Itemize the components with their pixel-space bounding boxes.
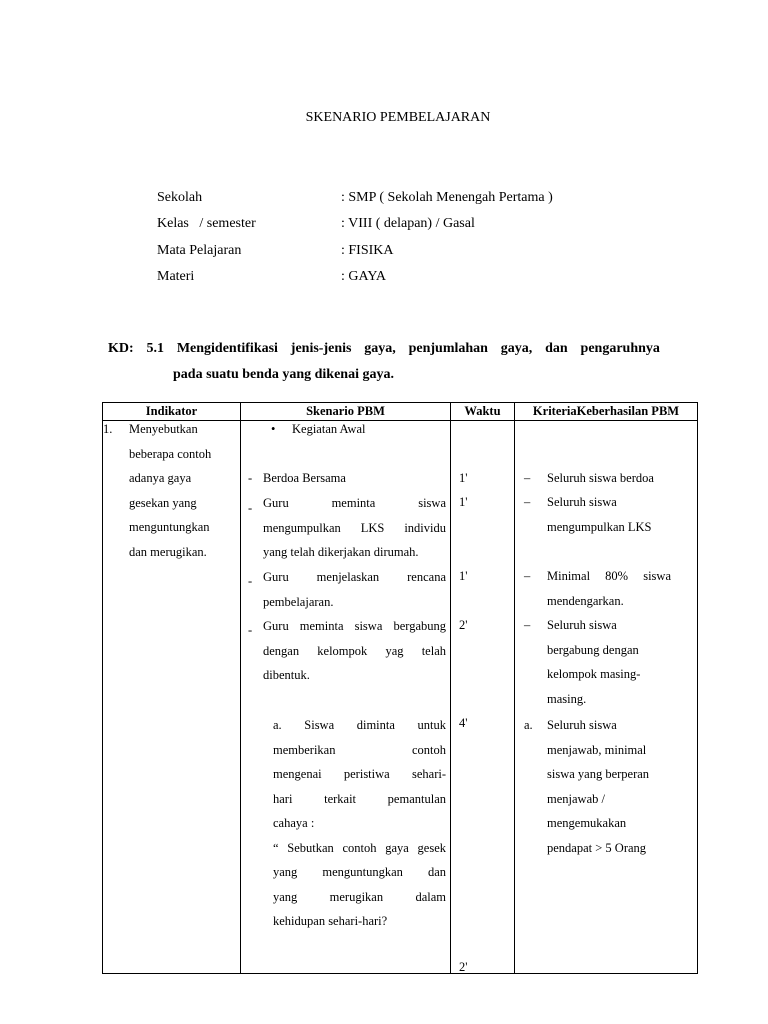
skenario-line: mengenai peristiwa sehari- [273, 767, 446, 781]
indikator-line: gesekan yang [129, 495, 197, 510]
skenario-line: Guru menjelaskan rencana [263, 570, 446, 584]
kriteria-line: Seluruh siswa [547, 718, 617, 732]
skenario-line: dibentuk. [263, 668, 310, 682]
kd-word: gaya, [364, 341, 396, 356]
kriteria-line: Seluruh siswa [547, 618, 617, 632]
skenario-line: pembelajaran. [263, 594, 334, 609]
indikator-text [129, 417, 237, 564]
skenario-line: yang telah dikerjakan dirumah. [263, 545, 419, 559]
skenario-kumpul-lks [263, 491, 446, 565]
kriteria-line: kelompok masing- [547, 667, 641, 681]
indikator-line: beberapa contoh [129, 446, 212, 461]
skenario-rencana [263, 565, 446, 614]
kriteria-line: menjawab, minimal [547, 742, 647, 757]
scenario-table [102, 402, 698, 974]
kd-word: gaya, [500, 341, 533, 356]
info-label: Mata Pelajaran [157, 243, 242, 258]
header-waktu: Waktu [464, 404, 501, 418]
kd-word: jenis-jenis [290, 341, 352, 356]
header-kriteria: KriteriaKeberhasilan PBM [532, 404, 680, 418]
kriteria-line: mengumpulkan LKS [547, 519, 652, 534]
column-divider [514, 403, 515, 973]
indikator-line: menguntungkan [129, 520, 210, 534]
dash-marker: - [248, 574, 253, 588]
kriteria-line: bergabung dengan [547, 642, 639, 657]
dash-marker: – [524, 471, 531, 485]
bullet-icon: • [271, 422, 276, 436]
skenario-line: a. Siswa diminta untuk [273, 718, 446, 732]
kriteria-line: masing. [547, 691, 587, 706]
dash-marker: – [524, 618, 531, 632]
kriteria-label-a: a. [524, 718, 533, 732]
skenario-line: yang menguntungkan dan [273, 865, 446, 879]
kriteria-line: pendapat > 5 Orang [547, 840, 647, 855]
skenario-line: hari terkait pemantulan [273, 791, 446, 806]
skenario-kelompok [263, 614, 446, 688]
kegiatan-awal: Kegiatan Awal [292, 422, 366, 436]
skenario-line: Guru meminta siswa bergabung [263, 619, 446, 633]
info-value: : FISIKA [341, 243, 394, 258]
kriteria-line: siswa yang berperan [547, 767, 650, 781]
kd-word: 5.1 [146, 341, 164, 356]
indikator-number: 1. [103, 422, 113, 436]
waktu-value: 2' [459, 960, 468, 974]
kriteria-lks [547, 490, 695, 539]
waktu-value: 1' [459, 471, 468, 485]
header-indikator: Indikator [145, 404, 198, 418]
dash-marker: - [248, 501, 253, 515]
dash-marker: – [524, 569, 531, 583]
info-label: Kelas / semester [157, 216, 256, 231]
skenario-tanya-jawab [273, 713, 446, 934]
kd-line-1 [108, 336, 660, 362]
kd-word: penjumlahan [408, 341, 488, 356]
kriteria-line: mendengarkan. [547, 593, 624, 608]
kd-statement [108, 336, 660, 388]
kriteria-kelompok [547, 613, 695, 711]
column-divider [450, 403, 451, 973]
dash-marker: - [248, 471, 253, 485]
kriteria-menjawab [547, 713, 695, 860]
waktu-value: 1' [459, 569, 468, 583]
waktu-value: 1' [459, 495, 468, 509]
info-value: : SMP ( Sekolah Menengah Pertama ) [341, 190, 553, 205]
kriteria-line: Seluruh siswa [547, 495, 617, 509]
waktu-value: 4' [459, 716, 468, 730]
skenario-line: kehidupan sehari-hari? [273, 914, 388, 928]
column-divider [240, 403, 241, 973]
kd-word: Mengidentifikasi [176, 341, 278, 356]
page-title: SKENARIO PEMBELAJARAN [305, 110, 491, 125]
kriteria-berdoa: Seluruh siswa berdoa [547, 471, 654, 485]
kriteria-line: Minimal 80% siswa [547, 569, 671, 583]
skenario-berdoa: Berdoa Bersama [263, 471, 346, 485]
kd-word: pengaruhnya [580, 341, 660, 356]
kriteria-line: mengemukakan [547, 816, 627, 830]
waktu-value: 2' [459, 618, 468, 632]
skenario-line: mengumpulkan LKS individu [263, 520, 446, 535]
skenario-line: dengan kelompok yag telah [263, 643, 446, 658]
info-label: Materi [157, 269, 195, 284]
kd-line-2: pada suatu benda yang dikenai gaya. [173, 367, 394, 382]
indikator-line: Menyebutkan [129, 422, 198, 436]
skenario-line: memberikan contoh [273, 742, 446, 757]
indikator-line: adanya gaya [129, 471, 192, 485]
skenario-line: cahaya : [273, 816, 315, 830]
header-skenario: Skenario PBM [306, 404, 385, 418]
indikator-line: dan merugikan. [129, 544, 207, 559]
skenario-line: yang merugikan dalam [273, 889, 446, 904]
kd-word: dan [545, 341, 568, 356]
kd-word: KD: [108, 341, 134, 356]
kriteria-mendengarkan [547, 564, 671, 613]
dash-marker: – [524, 495, 531, 509]
info-label: Sekolah [157, 190, 203, 205]
info-value: : GAYA [341, 269, 386, 284]
skenario-line: Guru meminta siswa [263, 496, 446, 510]
skenario-line: “ Sebutkan contoh gaya gesek [273, 840, 446, 855]
dash-marker: - [248, 623, 253, 637]
kriteria-line: menjawab / [547, 791, 605, 806]
info-value: : VIII ( delapan) / Gasal [341, 216, 475, 231]
